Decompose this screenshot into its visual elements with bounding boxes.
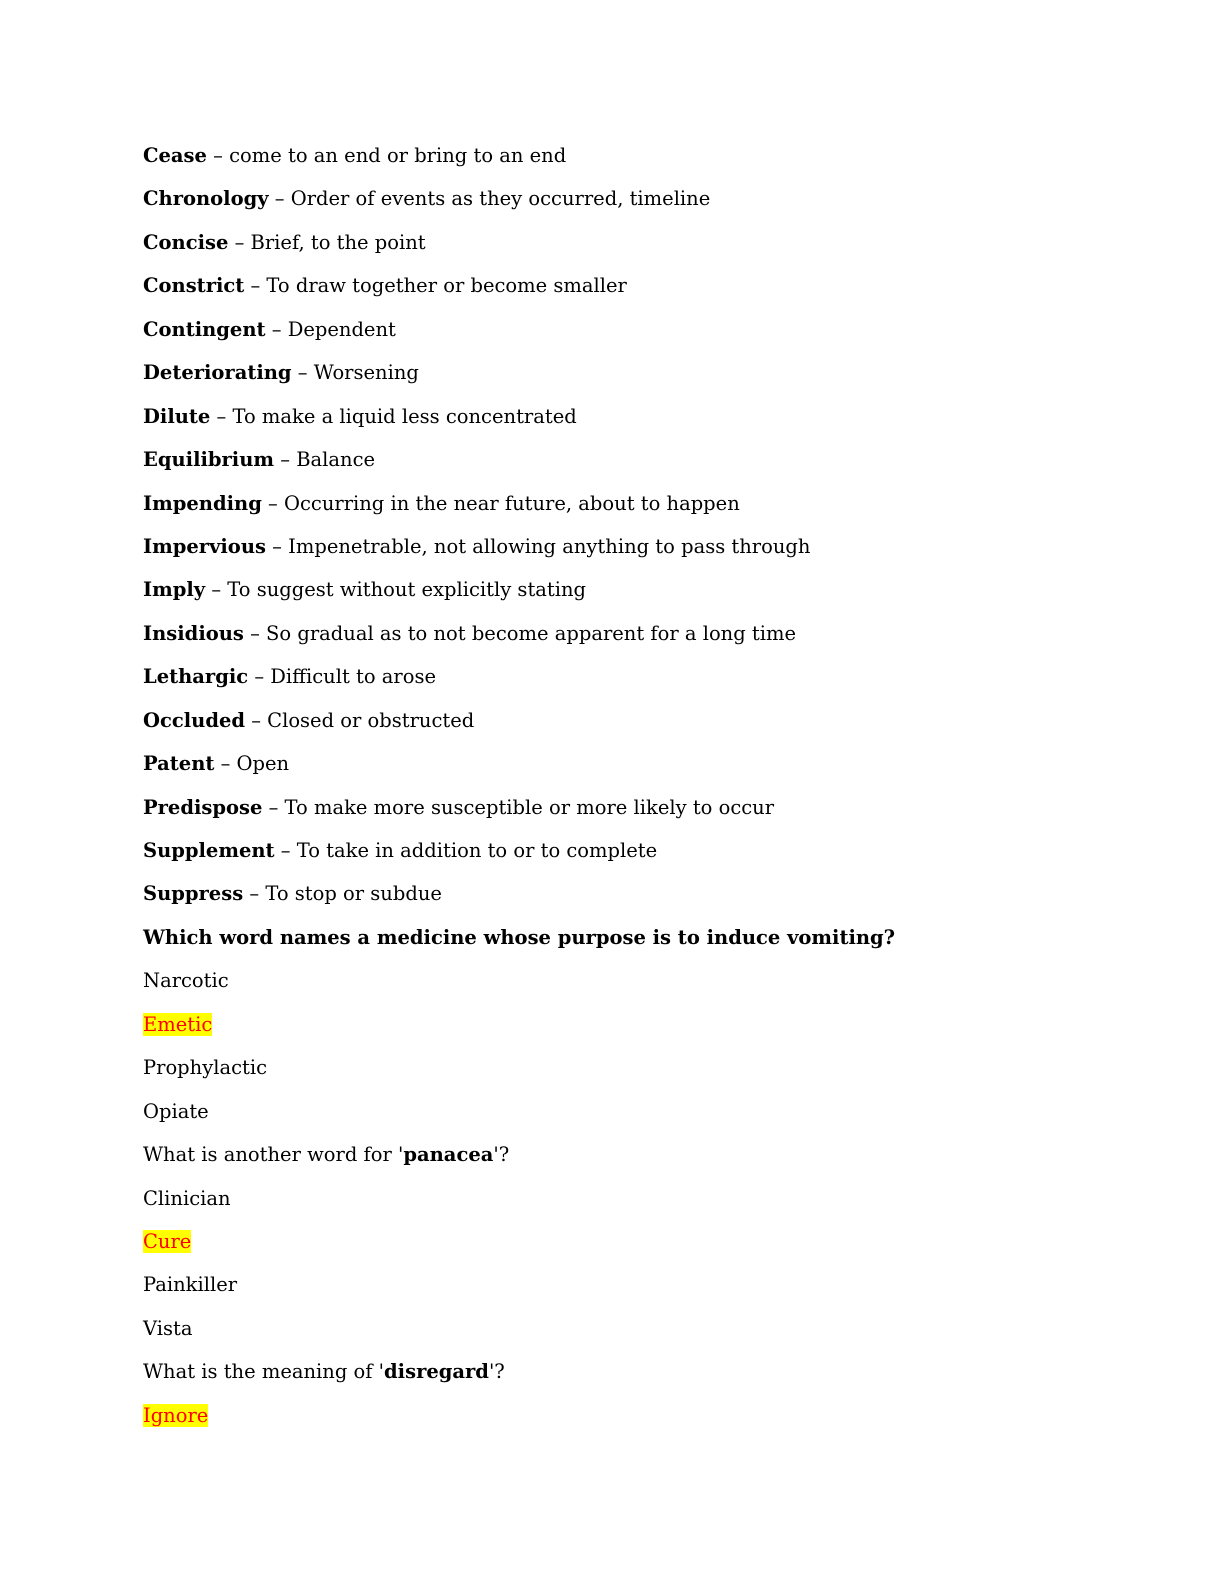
- definition-separator: –: [243, 882, 266, 906]
- definition-item: [143, 313, 1083, 356]
- definition-term: Impervious: [143, 534, 266, 558]
- definition-text: Open: [236, 752, 290, 776]
- definition-text: Difficult to arose: [270, 665, 437, 689]
- definition-separator: –: [210, 404, 233, 428]
- definition-item: [143, 660, 1083, 703]
- definition-item: [143, 530, 1083, 573]
- answer-option: [143, 1268, 1083, 1311]
- definition-separator: –: [262, 795, 285, 819]
- question-1-options: [143, 964, 1083, 1138]
- definition-item: [143, 269, 1083, 312]
- answer-option: [143, 1051, 1083, 1094]
- definition-separator: –: [228, 230, 251, 254]
- definition-text: To stop or subdue: [265, 882, 442, 906]
- definition-item: [143, 617, 1083, 660]
- definition-text: Impenetrable, not allowing anything to pass through: [288, 534, 811, 558]
- answer-option: [143, 1095, 1083, 1138]
- definition-term: Occluded: [143, 708, 245, 732]
- definition-term: Cease: [143, 144, 207, 167]
- definition-item: [143, 487, 1083, 530]
- definition-text: To draw together or become smaller: [266, 274, 627, 298]
- answer-option-text: Opiate: [143, 1099, 209, 1123]
- question-1-text: Which word names a medicine whose purpose is to induce vomiting?: [143, 925, 896, 949]
- definition-item: [143, 226, 1083, 269]
- definition-term: Dilute: [143, 404, 211, 428]
- definition-separator: –: [245, 708, 268, 732]
- definition-text: To make more susceptible or more likely to occur: [284, 795, 775, 819]
- definition-item: [143, 139, 1083, 182]
- definition-text: come to an end or bring to an end: [229, 144, 567, 167]
- definition-text: Order of events as they occurred, timeline: [290, 187, 711, 211]
- definition-term: Lethargic: [143, 665, 249, 689]
- definition-item: [143, 791, 1083, 834]
- answer-option: [143, 1312, 1083, 1355]
- definition-term: Imply: [143, 578, 206, 602]
- question-2-options: [143, 1182, 1083, 1356]
- definition-item: [143, 704, 1083, 747]
- definition-item: [143, 400, 1083, 443]
- definition-separator: –: [206, 144, 230, 167]
- definition-term: Constrict: [143, 274, 245, 298]
- definition-text: Balance: [296, 448, 376, 472]
- question-3-text: [143, 1355, 1083, 1398]
- definition-separator: –: [244, 274, 267, 298]
- definition-item: [143, 443, 1083, 486]
- question-2-suffix: '?: [493, 1143, 510, 1167]
- definition-text: Closed or obstructed: [267, 708, 475, 732]
- definition-text: To take in addition to or to complete: [296, 839, 658, 862]
- correct-answer-option: Ignore: [143, 1403, 209, 1427]
- question-2-text: [143, 1138, 1083, 1181]
- definition-separator: –: [243, 621, 267, 645]
- answer-option: [143, 1225, 1083, 1268]
- question-2-keyword: panacea: [403, 1143, 494, 1167]
- definition-list: [143, 139, 1083, 921]
- answer-option: [143, 1008, 1083, 1051]
- definition-term: Impending: [143, 491, 262, 515]
- answer-option-text: Prophylactic: [143, 1056, 268, 1080]
- definition-term: Deteriorating: [143, 361, 292, 385]
- definition-term: Chronology: [143, 187, 269, 211]
- definition-separator: –: [205, 578, 228, 602]
- definition-item: [143, 747, 1083, 790]
- definition-term: Equilibrium: [143, 448, 275, 472]
- definition-text: Worsening: [313, 361, 419, 385]
- definition-item: [143, 877, 1083, 920]
- correct-answer-option: Emetic: [143, 1012, 213, 1036]
- question-3-keyword: disregard: [384, 1360, 489, 1384]
- answer-option: [143, 964, 1083, 1007]
- definition-text: To make a liquid less concentrated: [232, 404, 577, 428]
- definition-text: Occurring in the near future, about to happen: [283, 491, 740, 515]
- definition-separator: –: [248, 665, 271, 689]
- definition-item: [143, 356, 1083, 399]
- definition-term: Concise: [143, 230, 229, 254]
- definition-term: Suppress: [143, 882, 244, 906]
- definition-item: [143, 834, 1083, 877]
- definition-separator: –: [291, 361, 314, 385]
- definition-term: Contingent: [143, 317, 266, 341]
- question-3-prefix: What is the meaning of ': [143, 1360, 385, 1384]
- answer-option-text: Narcotic: [143, 969, 229, 993]
- definition-separator: –: [265, 317, 288, 341]
- definition-separator: –: [274, 448, 297, 472]
- definition-term: Supplement: [143, 839, 275, 862]
- question-3-options: [143, 1399, 1083, 1442]
- definition-term: Predispose: [143, 795, 263, 819]
- question-3-suffix: '?: [488, 1360, 505, 1384]
- definition-separator: –: [274, 839, 297, 862]
- definition-separator: –: [268, 187, 291, 211]
- question-2-prefix: What is another word for ': [143, 1143, 404, 1167]
- answer-option-text: Vista: [143, 1316, 193, 1340]
- answer-option-text: Painkiller: [143, 1273, 238, 1297]
- definition-separator: –: [265, 534, 289, 558]
- answer-option-text: Clinician: [143, 1186, 231, 1210]
- definition-term: Patent: [143, 752, 215, 776]
- definition-text: Brief, to the point: [250, 230, 426, 254]
- correct-answer-option: Cure: [143, 1229, 192, 1253]
- definition-text: So gradual as to not become apparent for a long time: [266, 621, 797, 645]
- answer-option: [143, 1182, 1083, 1225]
- definition-text: To suggest without explicitly stating: [227, 578, 587, 602]
- definition-separator: –: [261, 491, 284, 515]
- definition-item: [143, 182, 1083, 225]
- definition-term: Insidious: [143, 621, 244, 645]
- definition-separator: –: [214, 752, 237, 776]
- definition-text: Dependent: [287, 317, 396, 341]
- document-page: [143, 139, 1083, 1442]
- answer-option: [143, 1399, 1083, 1442]
- definition-item: [143, 573, 1083, 616]
